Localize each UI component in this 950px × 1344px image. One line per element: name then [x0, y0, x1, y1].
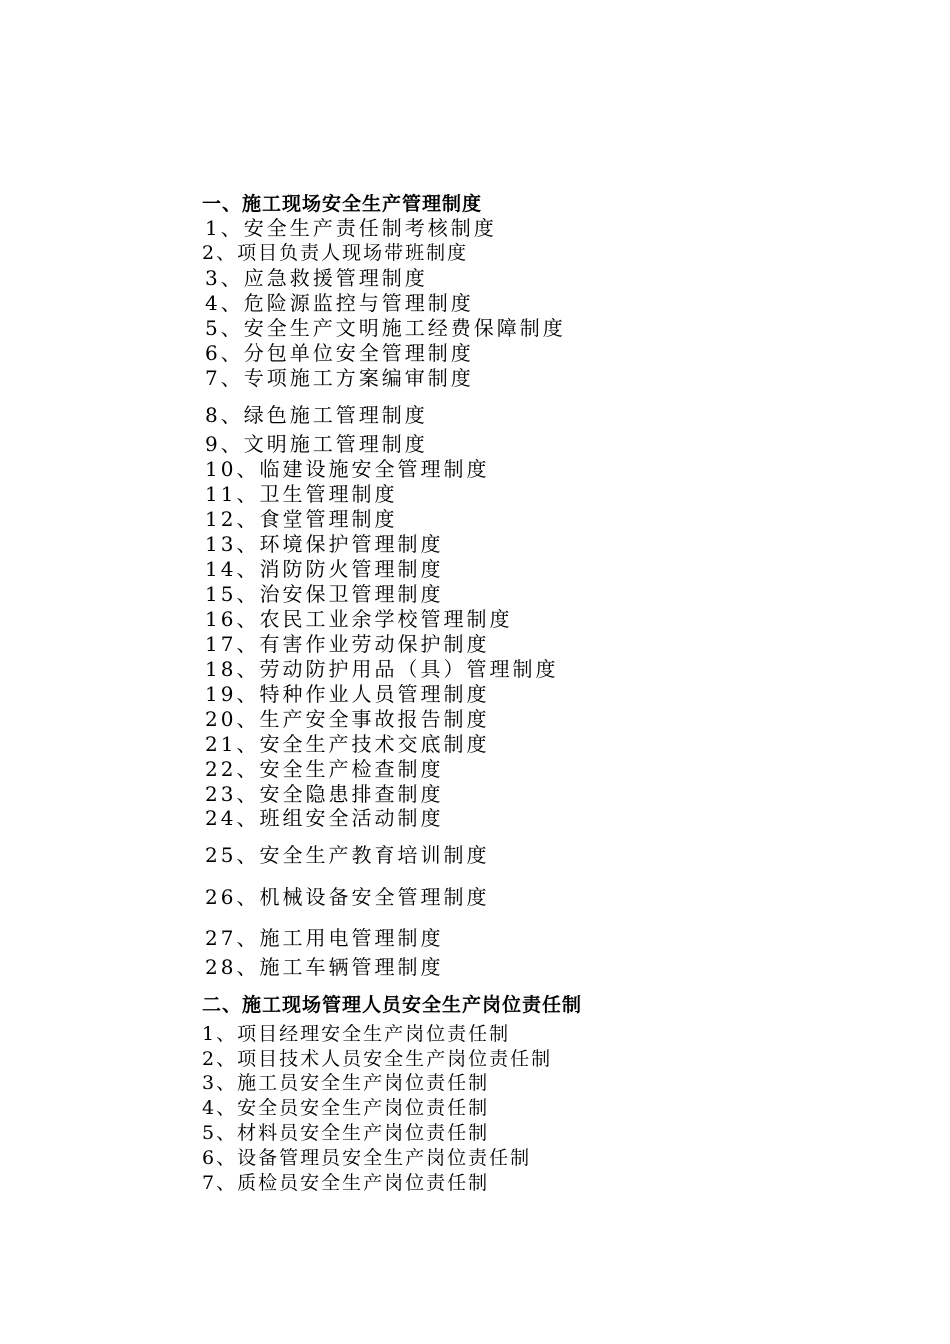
list-item: 8、绿色施工管理制度 — [205, 403, 428, 427]
list-item: 21、安全生产技术交底制度 — [205, 732, 490, 756]
list-item: 3、应急救援管理制度 — [205, 266, 428, 290]
section-1-heading: 一、施工现场安全生产管理制度 — [202, 193, 483, 215]
list-item: 3、施工员安全生产岗位责任制 — [202, 1072, 490, 1094]
list-item: 17、有害作业劳动保护制度 — [205, 632, 490, 656]
list-item: 7、专项施工方案编审制度 — [205, 366, 474, 390]
list-item: 16、农民工业余学校管理制度 — [205, 607, 513, 631]
list-item: 15、治安保卫管理制度 — [205, 582, 444, 606]
list-item: 13、环境保护管理制度 — [205, 532, 444, 556]
list-item: 27、施工用电管理制度 — [205, 926, 444, 950]
list-item: 28、施工车辆管理制度 — [205, 955, 444, 979]
list-item: 6、设备管理员安全生产岗位责任制 — [202, 1147, 532, 1169]
section-2-heading: 二、施工现场管理人员安全生产岗位责任制 — [202, 994, 583, 1016]
list-item: 2、项目负责人现场带班制度 — [202, 242, 469, 264]
list-item: 19、特种作业人员管理制度 — [205, 682, 490, 706]
list-item: 1、安全生产责任制考核制度 — [205, 216, 497, 240]
list-item: 23、安全隐患排查制度 — [205, 782, 444, 806]
list-item: 20、生产安全事故报告制度 — [205, 707, 490, 731]
list-item: 6、分包单位安全管理制度 — [205, 341, 474, 365]
list-item: 11、卫生管理制度 — [205, 482, 398, 506]
list-item: 24、班组安全活动制度 — [205, 806, 444, 830]
list-item: 4、安全员安全生产岗位责任制 — [202, 1097, 490, 1119]
list-item: 7、质检员安全生产岗位责任制 — [202, 1172, 490, 1194]
list-item: 22、安全生产检查制度 — [205, 757, 444, 781]
list-item: 26、机械设备安全管理制度 — [205, 885, 490, 909]
list-item: 1、项目经理安全生产岗位责任制 — [202, 1023, 511, 1045]
list-item: 5、材料员安全生产岗位责任制 — [202, 1122, 490, 1144]
list-item: 25、安全生产教育培训制度 — [205, 843, 490, 867]
list-item: 14、消防防火管理制度 — [205, 557, 444, 581]
list-item: 2、项目技术人员安全生产岗位责任制 — [202, 1048, 553, 1070]
list-item: 4、危险源监控与管理制度 — [205, 291, 474, 315]
list-item: 12、食堂管理制度 — [205, 507, 398, 531]
list-item: 9、文明施工管理制度 — [205, 432, 428, 456]
list-item: 10、临建设施安全管理制度 — [205, 457, 490, 481]
list-item: 18、劳动防护用品（具）管理制度 — [205, 657, 559, 681]
list-item: 5、安全生产文明施工经费保障制度 — [205, 316, 566, 340]
